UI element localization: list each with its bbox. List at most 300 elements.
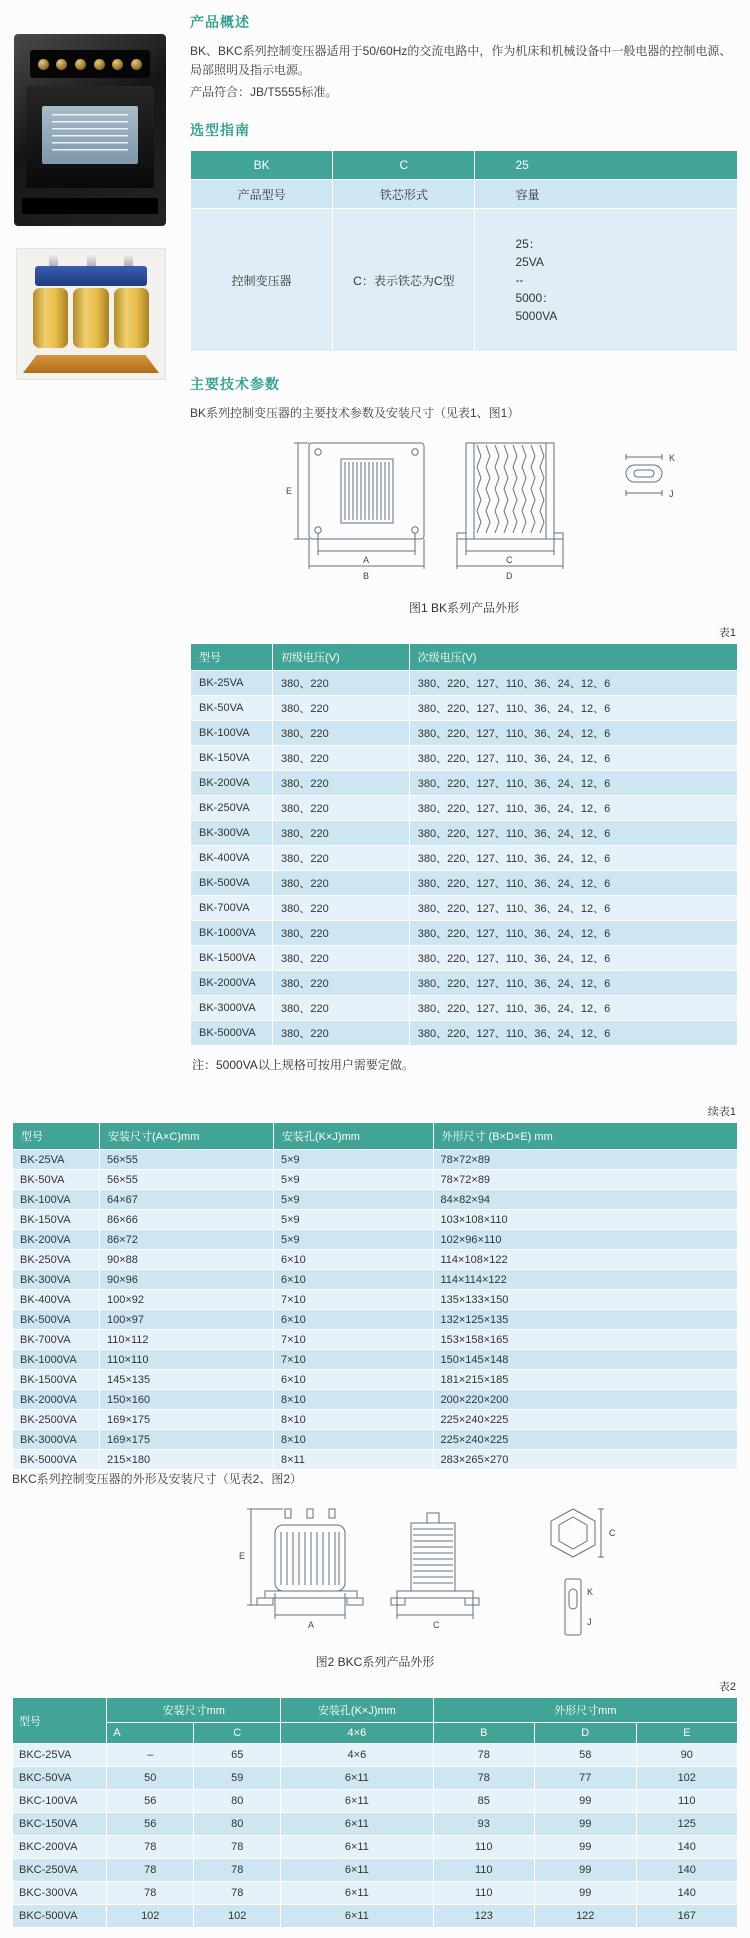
table1-note: 注：5000VA以上规格可按用户需要定做。 [192, 1058, 414, 1072]
table-cell: 控制变压器 [191, 209, 333, 352]
table-cell: 380、220 [273, 921, 410, 946]
table-cell: BK-500VA [13, 1310, 100, 1330]
column-header: 安装孔(K×J)mm [281, 1698, 433, 1723]
table-cell: 380、220 [273, 971, 410, 996]
table-cell: BKC-300VA [13, 1882, 107, 1905]
column-header: 安装尺寸mm [107, 1698, 281, 1723]
table-cell: 7×10 [274, 1290, 434, 1310]
table-row [13, 1310, 738, 1330]
dim-label-K: K [669, 453, 676, 463]
table-row [191, 821, 738, 846]
table-cell: BKC-250VA [13, 1859, 107, 1882]
table-cell: 78 [107, 1836, 194, 1859]
table-cell: 380、220 [273, 746, 410, 771]
selection-header-row [191, 151, 738, 180]
table-cell: 78 [433, 1767, 535, 1790]
table-row [13, 1150, 738, 1170]
product-photo-bkc [16, 248, 166, 380]
table-row [13, 1290, 738, 1310]
figure1 [190, 429, 738, 596]
table-cell: 6×11 [281, 1859, 433, 1882]
table-cell: 123 [433, 1905, 535, 1928]
table-cell: 132×125×135 [433, 1310, 738, 1330]
table-cell: BK-50VA [13, 1170, 100, 1190]
table-row [13, 1450, 738, 1470]
table-cell: 215×180 [100, 1450, 274, 1470]
cont-table-dimensions [12, 1122, 738, 1470]
table-cell: 380、220 [273, 771, 410, 796]
bk-side-view [457, 443, 563, 569]
table-cell: 181×215×185 [433, 1370, 738, 1390]
table-cell: 102 [107, 1905, 194, 1928]
column-subheader: E [636, 1723, 738, 1744]
table-cell: 380、220 [273, 796, 410, 821]
table-cell: 380、220 [273, 1021, 410, 1046]
column-header: 初级电压(V) [273, 644, 410, 671]
table-cell: BK-5000VA [191, 1021, 273, 1046]
table-header-row [13, 1123, 738, 1150]
table-cell: 283×265×270 [433, 1450, 738, 1470]
table-row [13, 1430, 738, 1450]
table-cell: 56×55 [100, 1150, 274, 1170]
dim-label-K: K [587, 1587, 594, 1597]
table-row [191, 1021, 738, 1046]
table-cell: 产品型号 [191, 180, 333, 209]
capacity-line: 5000： [515, 291, 555, 305]
table-cell: 167 [636, 1905, 738, 1928]
table-cell: 78 [107, 1859, 194, 1882]
terminal-screw [56, 59, 67, 70]
table-cell: 169×175 [100, 1430, 274, 1450]
table-row [191, 746, 738, 771]
table-cell: 380、220、127、110、36、24、12、6 [409, 1021, 737, 1046]
table-row [13, 1744, 738, 1767]
table-cell: 78 [194, 1859, 281, 1882]
terminal-screw [38, 59, 49, 70]
bkc-core-band [35, 266, 147, 286]
bkc-coil [33, 288, 68, 348]
table-cell: 6×10 [274, 1310, 434, 1330]
table-cell: 380、220 [273, 821, 410, 846]
column-header: C [333, 151, 475, 180]
table-cell: BK-1000VA [191, 921, 273, 946]
table-row [191, 896, 738, 921]
column-subheader: A [107, 1723, 194, 1744]
table-cell: 380、220、127、110、36、24、12、6 [409, 896, 737, 921]
table-cell: 102×96×110 [433, 1230, 738, 1250]
table-cell: 90×88 [100, 1250, 274, 1270]
table-cell: 140 [636, 1836, 738, 1859]
table-cell: BKC-500VA [13, 1905, 107, 1928]
figure2-caption: 图2 BKC系列产品外形 [315, 1655, 435, 1669]
table-cell: 110 [636, 1790, 738, 1813]
column-header: 外形尺寸mm [433, 1698, 738, 1723]
table-cell: 59 [194, 1767, 281, 1790]
table-cell: BK-150VA [191, 746, 273, 771]
table-cell: 140 [636, 1882, 738, 1905]
table-cell: BK-500VA [191, 871, 273, 896]
table-row [13, 1250, 738, 1270]
bk-terminal-strip [30, 50, 150, 78]
column-header: 型号 [13, 1123, 100, 1150]
table-cell: 铁芯形式 [333, 180, 475, 209]
table-row [13, 1790, 738, 1813]
table-cell: 8×10 [274, 1410, 434, 1430]
table-cell: 380、220、127、110、36、24、12、6 [409, 746, 737, 771]
bkc-front-view [247, 1509, 363, 1619]
table-row [13, 1170, 738, 1190]
table-cell: 380、220、127、110、36、24、12、6 [409, 696, 737, 721]
table-cell: BKC-100VA [13, 1790, 107, 1813]
table-cell: BK-5000VA [13, 1450, 100, 1470]
table-cell: BKC-200VA [13, 1836, 107, 1859]
dim-label-C: C [433, 1620, 440, 1630]
table-cell: 容量 [475, 180, 738, 209]
table-cell: 380、220 [273, 996, 410, 1021]
table-row [13, 1370, 738, 1390]
table-cell: BK-700VA [13, 1330, 100, 1350]
dim-label-E: E [286, 486, 293, 496]
figure1-caption: 图1 BK系列产品外形 [408, 601, 520, 615]
table-cell: 5×9 [274, 1170, 434, 1190]
figure2 [12, 1495, 738, 1650]
table-cell: 6×11 [281, 1905, 433, 1928]
table-cell: BK-300VA [191, 821, 273, 846]
column-subheader: 4×6 [281, 1723, 433, 1744]
table-cell: 125 [636, 1813, 738, 1836]
table-cell: 78×72×89 [433, 1170, 738, 1190]
table-cell: 110 [433, 1836, 535, 1859]
table-cell: BK-25VA [191, 671, 273, 696]
table-cell: 102 [194, 1905, 281, 1928]
capacity-cell [475, 209, 738, 352]
dim-label-B: B [363, 571, 370, 581]
table-cell: 7×10 [274, 1330, 434, 1350]
overview-standard: 产品符合：JB/T5555标准。 [190, 85, 338, 99]
table-cell: BKC-50VA [13, 1767, 107, 1790]
table-header-row [13, 1698, 738, 1723]
column-header: 25 [475, 151, 738, 180]
dim-label-J: J [587, 1617, 592, 1627]
table-cell: BK-150VA [13, 1210, 100, 1230]
table-cell: 99 [535, 1859, 637, 1882]
table-cell: 150×145×148 [433, 1350, 738, 1370]
table-row [13, 1190, 738, 1210]
table-cell: BK-1500VA [191, 946, 273, 971]
table-row [191, 846, 738, 871]
table-cell: 380、220 [273, 696, 410, 721]
table-row [13, 1230, 738, 1250]
table-cell: BK-50VA [191, 696, 273, 721]
table-cell: 102 [636, 1767, 738, 1790]
table-cell: 169×175 [100, 1410, 274, 1430]
table-cell: 100×92 [100, 1290, 274, 1310]
table-cell: 110 [433, 1882, 535, 1905]
dim-label-D: D [506, 571, 513, 581]
table-cell: BK-1000VA [13, 1350, 100, 1370]
table-cell: 99 [535, 1790, 637, 1813]
table-cell: BKC-25VA [13, 1744, 107, 1767]
bkc-intro: BKC系列控制变压器的外形及安装尺寸（见表2、图2） [12, 1472, 303, 1486]
table-cell: 110×112 [100, 1330, 274, 1350]
table-row [191, 771, 738, 796]
dim-label-C: C [506, 555, 513, 565]
bk-transformer-base [22, 198, 158, 214]
table-cell: BK-300VA [13, 1270, 100, 1290]
table-cell: 6×11 [281, 1790, 433, 1813]
table-cell: 93 [433, 1813, 535, 1836]
table-row [13, 1410, 738, 1430]
table-cell: 50 [107, 1767, 194, 1790]
table-cell: 90 [636, 1744, 738, 1767]
table-cell: 6×11 [281, 1882, 433, 1905]
product-photo-column [12, 12, 174, 1073]
table-subheader-row [13, 1723, 738, 1744]
table-cell: BK-25VA [13, 1150, 100, 1170]
capacity-line: -- [515, 273, 524, 287]
column-header: 安装尺寸(A×C)mm [100, 1123, 274, 1150]
column-header: 次级电压(V) [409, 644, 737, 671]
bkc-mounting-bracket-view [565, 1579, 581, 1635]
table-cell: BK-2500VA [13, 1410, 100, 1430]
table-cell: 80 [194, 1790, 281, 1813]
table-cell: BKC-150VA [13, 1813, 107, 1836]
table-cell: 380、220、127、110、36、24、12、6 [409, 846, 737, 871]
table-cell: 200×220×200 [433, 1390, 738, 1410]
overview-body: BK、BKC系列控制变压器适用于50/60Hz的交流电路中，作为机床和机械设备中一般电器的控制电源、局部照明及指示电源。 [190, 44, 732, 77]
table-cell: 225×240×225 [433, 1430, 738, 1450]
table-cell: BK-2000VA [191, 971, 273, 996]
table-cell: 78×72×89 [433, 1150, 738, 1170]
terminal-screw [131, 59, 142, 70]
table2-bkc-dimensions [12, 1697, 738, 1928]
table-cell: 6×11 [281, 1813, 433, 1836]
table-row [191, 971, 738, 996]
table-cell: 6×10 [274, 1370, 434, 1390]
table2-label: 表2 [718, 1681, 736, 1693]
bkc-side-view [391, 1513, 479, 1619]
column-header: BK [191, 151, 333, 180]
table-cell: 140 [636, 1859, 738, 1882]
table-row [13, 1330, 738, 1350]
table-cell: 103×108×110 [433, 1210, 738, 1230]
table-cell: 135×133×150 [433, 1290, 738, 1310]
table-cell: 150×160 [100, 1390, 274, 1410]
table-cell: BK-400VA [13, 1290, 100, 1310]
table-cell: 380、220 [273, 721, 410, 746]
product-photo-bk [14, 34, 166, 226]
table-cell: 110×110 [100, 1350, 274, 1370]
table-cell: BK-250VA [191, 796, 273, 821]
table-cell: C：表示铁芯为C型 [333, 209, 475, 352]
table-cell: BK-250VA [13, 1250, 100, 1270]
table-cell: 380、220、127、110、36、24、12、6 [409, 871, 737, 896]
table-cell: 99 [535, 1813, 637, 1836]
dim-label-A: A [308, 1620, 315, 1630]
table-cell: 56 [107, 1790, 194, 1813]
table-cell: 380、220、127、110、36、24、12、6 [409, 971, 737, 996]
dim-label-E: E [239, 1551, 246, 1561]
column-subheader: C [194, 1723, 281, 1744]
table-row [191, 696, 738, 721]
table-cell: 5×9 [274, 1230, 434, 1250]
terminal-screw [112, 59, 123, 70]
table-cell: 380、220 [273, 946, 410, 971]
tech-params-title: 主要技术参数 [190, 376, 280, 392]
table-cell: 78 [433, 1744, 535, 1767]
table-cell: 5×9 [274, 1210, 434, 1230]
table1-label: 表1 [718, 627, 736, 639]
dim-label-J: J [669, 489, 674, 499]
table-cell: BK-3000VA [13, 1430, 100, 1450]
table-cell: 8×11 [274, 1450, 434, 1470]
cont-table-label: 续表1 [707, 1106, 736, 1118]
table-cell: 114×108×122 [433, 1250, 738, 1270]
content-column [190, 12, 740, 1073]
figure1-drawing [214, 429, 714, 591]
column-subheader: B [433, 1723, 535, 1744]
table-cell: 56×55 [100, 1170, 274, 1190]
table-cell: 65 [194, 1744, 281, 1767]
table-cell: 80 [194, 1813, 281, 1836]
table-cell: BK-1500VA [13, 1370, 100, 1390]
figure2-drawing [125, 1495, 625, 1645]
table-cell: 380、220 [273, 671, 410, 696]
bk-nameplate [42, 106, 138, 164]
table-row [191, 721, 738, 746]
table-cell: 78 [194, 1836, 281, 1859]
table-row [13, 1390, 738, 1410]
table-cell: 380、220 [273, 896, 410, 921]
table-cell: 5×9 [274, 1190, 434, 1210]
table-cell: 86×72 [100, 1230, 274, 1250]
selection-subheader-row [191, 180, 738, 209]
table-cell: 78 [194, 1882, 281, 1905]
bkc-base-bracket [23, 355, 159, 373]
table-cell: 380、220、127、110、36、24、12、6 [409, 796, 737, 821]
dim-label-A: A [363, 555, 370, 565]
table-cell: 5×9 [274, 1150, 434, 1170]
table-cell: 90×96 [100, 1270, 274, 1290]
table-cell: 99 [535, 1882, 637, 1905]
table-cell: 153×158×165 [433, 1330, 738, 1350]
table-row [13, 1836, 738, 1859]
table-row [13, 1905, 738, 1928]
overview-title: 产品概述 [190, 14, 250, 30]
bkc-coils [33, 288, 149, 348]
table-cell: BK-700VA [191, 896, 273, 921]
bkc-coil [114, 288, 149, 348]
table-cell: 8×10 [274, 1430, 434, 1450]
bk-transformer-body [26, 86, 154, 188]
table-cell: 56 [107, 1813, 194, 1836]
table-cell: 380、220 [273, 871, 410, 896]
table-cell: 225×240×225 [433, 1410, 738, 1430]
table1-voltages [190, 643, 738, 1046]
capacity-line: 25VA [515, 255, 544, 269]
table-cell: BK-200VA [13, 1230, 100, 1250]
table-cell: 6×11 [281, 1836, 433, 1859]
table-cell: BK-400VA [191, 846, 273, 871]
table-cell: 122 [535, 1905, 637, 1928]
table-row [13, 1210, 738, 1230]
table-cell: 114×114×122 [433, 1270, 738, 1290]
table-cell: 100×97 [100, 1310, 274, 1330]
table-cell: 380、220、127、110、36、24、12、6 [409, 721, 737, 746]
selection-guide-title: 选型指南 [190, 122, 250, 138]
table-header-row [191, 644, 738, 671]
column-header: 外形尺寸 (B×D×E) mm [433, 1123, 738, 1150]
capacity-line: 25： [515, 237, 541, 251]
table-row [13, 1813, 738, 1836]
table-row [13, 1859, 738, 1882]
capacity-line: 5000VA [515, 309, 558, 323]
table-row [191, 946, 738, 971]
table-row [191, 671, 738, 696]
table-cell: BK-200VA [191, 771, 273, 796]
table-row [13, 1767, 738, 1790]
table-row [13, 1350, 738, 1370]
table-row [13, 1270, 738, 1290]
table-cell: – [107, 1744, 194, 1767]
table-cell: 77 [535, 1767, 637, 1790]
table-row [191, 796, 738, 821]
table-cell: 110 [433, 1859, 535, 1882]
table-cell: BK-2000VA [13, 1390, 100, 1410]
bkc-coil [73, 288, 108, 348]
table-row [191, 871, 738, 896]
table-cell: BK-3000VA [191, 996, 273, 1021]
table-cell: 78 [107, 1882, 194, 1905]
table-cell: 380、220、127、110、36、24、12、6 [409, 996, 737, 1021]
table-cell: 85 [433, 1790, 535, 1813]
bk-mounting-hole-detail [626, 454, 662, 496]
bkc-core-section-view [551, 1509, 604, 1557]
table-cell: 380、220 [273, 846, 410, 871]
bottom-section [0, 1073, 750, 1938]
table-cell: 380、220、127、110、36、24、12、6 [409, 671, 737, 696]
table-cell: 58 [535, 1744, 637, 1767]
table-cell: 7×10 [274, 1350, 434, 1370]
dim-label-C: C [609, 1528, 616, 1538]
bk-front-view [294, 443, 424, 569]
column-header: 型号 [13, 1698, 107, 1744]
table-cell: 8×10 [274, 1390, 434, 1410]
column-subheader: D [535, 1723, 637, 1744]
table-row [191, 921, 738, 946]
table-cell: 99 [535, 1836, 637, 1859]
table-cell: BK-100VA [13, 1190, 100, 1210]
tech-intro: BK系列控制变压器的主要技术参数及安装尺寸（见表1、图1） [190, 406, 520, 420]
terminal-screw [75, 59, 86, 70]
terminal-screw [94, 59, 105, 70]
table-cell: 6×11 [281, 1767, 433, 1790]
column-header: 安装孔(K×J)mm [274, 1123, 434, 1150]
column-header: 型号 [191, 644, 273, 671]
table-cell: 380、220、127、110、36、24、12、6 [409, 821, 737, 846]
selection-body-row [191, 209, 738, 352]
table-cell: 64×67 [100, 1190, 274, 1210]
table-row [191, 996, 738, 1021]
table-cell: 84×82×94 [433, 1190, 738, 1210]
table-cell: 380、220、127、110、36、24、12、6 [409, 946, 737, 971]
table-row [13, 1882, 738, 1905]
table-cell: 4×6 [281, 1744, 433, 1767]
selection-guide-table [190, 150, 738, 352]
table-cell: 380、220、127、110、36、24、12、6 [409, 771, 737, 796]
table-cell: BK-100VA [191, 721, 273, 746]
table-cell: 145×135 [100, 1370, 274, 1390]
